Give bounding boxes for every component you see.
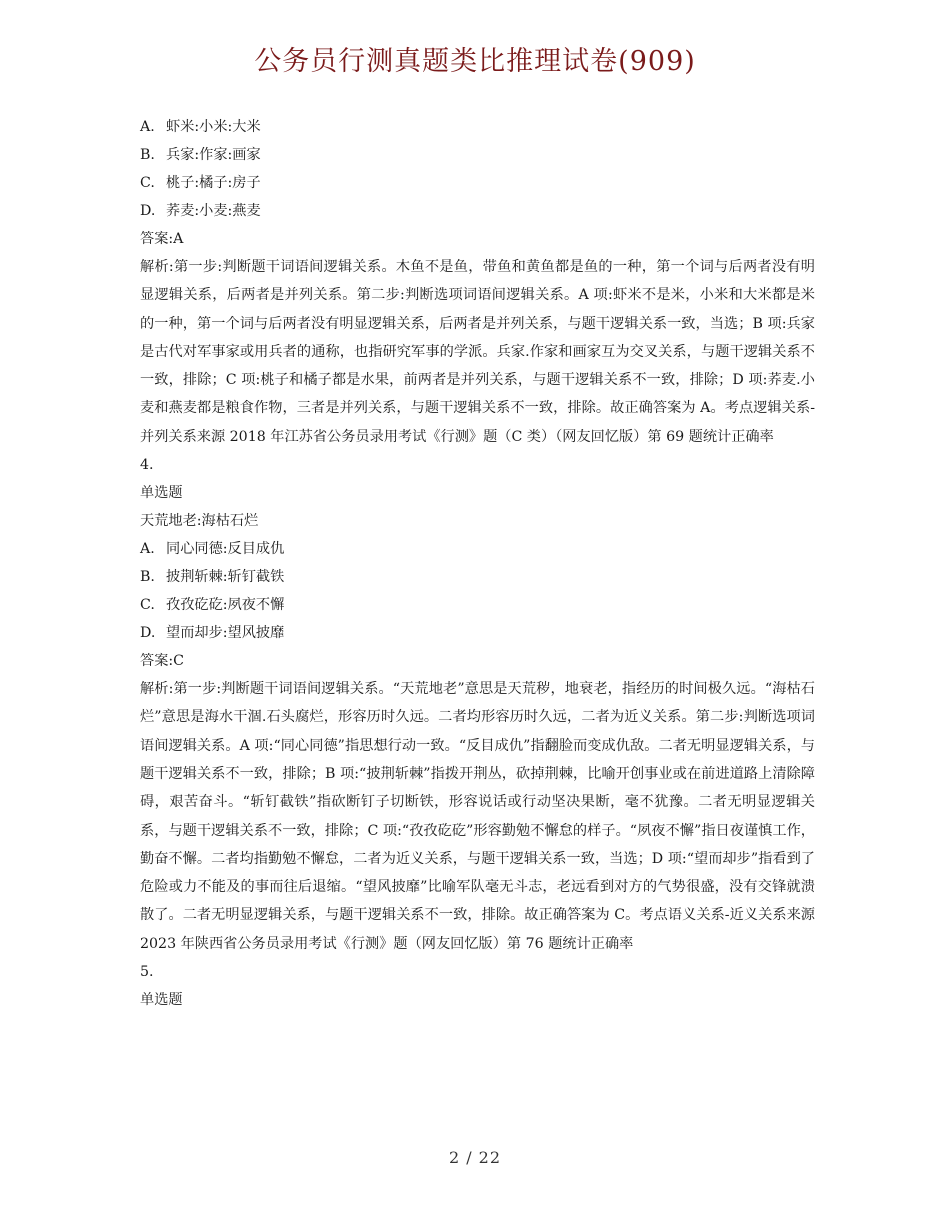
q5-number: 5. <box>140 964 154 981</box>
option-text: 兵家:作家:画家 <box>166 147 261 163</box>
option-letter: C. <box>140 175 155 191</box>
option-text: 桃子:橘子:房子 <box>166 175 261 191</box>
q3-option-d <box>140 197 815 225</box>
page-number: 2 / 22 <box>448 1148 502 1167</box>
option-text: 虾米:小米:大米 <box>166 119 261 135</box>
q3-option-a <box>140 113 815 141</box>
q4-stem: 天荒地老:海枯石烂 <box>140 513 259 530</box>
option-text: 披荆斩棘:斩钉截铁 <box>166 569 285 586</box>
option-letter: B. <box>140 147 155 163</box>
option-letter: B. <box>140 569 155 586</box>
q4-option-b <box>140 563 815 591</box>
option-text: 望而却步:望风披靡 <box>166 625 285 642</box>
option-letter: D. <box>140 625 156 642</box>
q4-analysis: 解析:第一步:判断题干词语间逻辑关系。“天荒地老”意思是天荒秽，地衰老，指经历的时间极久远。“海枯石烂”意思是海水干涸.石头腐烂，形容历时久远。二者均形容历时久远，二者为近义关系。第二步:判断选项词语间逻辑关系。A 项:“同心同德”指思想行动一致。“反目成仇”指翻脸而变成仇敌。二者无明显逻辑关系，与题干逻辑关系不一致，排除；B 项:“披荆斩棘”指拨开荆丛，砍掉荆棘，比喻开创事业或在前进道路上清除障碍，艰苦奋斗。“斩钉截铁”指砍断钉子切断铁，形容说话或行动坚决果断，毫不犹豫。二者无明显逻辑关系，与题干逻辑关系不一致，排除；C 项:“孜孜矻矻”形容勤勉不懈怠的样子。“夙夜不懈”指日夜谨慎工作，勤奋不懈。二者均指勤勉不懈怠，二者为近义关系，与题干逻辑关系一致，当选；D 项:“望而却步”指看到了危险或力不能及的事而往后退缩。“望风披靡”比喻军队毫无斗志，老远看到对方的气势很盛，没有交锋就溃散了。二者无明显逻辑关系，与题干逻辑关系不一致，排除。故正确答案为 C。考点语义关系-近义关系来源 2023 年陕西省公务员录用考试《行测》题（网友回忆版）第 76 题统计正确率 <box>140 681 815 952</box>
q5-type: 单选题 <box>140 992 183 1009</box>
option-text: 荞麦:小麦:燕麦 <box>166 203 261 219</box>
q4-answer: 答案:C <box>140 653 185 670</box>
option-letter: A. <box>140 541 155 558</box>
q3-answer: 答案:A <box>140 231 184 247</box>
option-text: 同心同德:反目成仇 <box>166 541 285 558</box>
option-letter: D. <box>140 203 156 219</box>
option-letter: C. <box>140 597 155 614</box>
q4-number: 4. <box>140 457 154 474</box>
q4-option-c <box>140 591 815 619</box>
q3-analysis: 解析:第一步:判断题干词语间逻辑关系。木鱼不是鱼，带鱼和黄鱼都是鱼的一种，第一个词与后两者没有明显逻辑关系，后两者是并列关系。第二步:判断选项词语间逻辑关系。A 项:虾米不是米，小米和大米都是米的一种，第一个词与后两者没有明显逻辑关系，后两者是并列关系，与题干逻辑关系一致，当选；B 项:兵家是古代对军事家或用兵者的通称，也指研究军事的学派。兵家.作家和画家互为交叉关系，与题干逻辑关系不一致，排除；C 项:桃子和橘子都是水果，前两者是并列关系，与题干逻辑关系不一致，排除；D 项:荞麦.小麦和燕麦都是粮食作物，三者是并列关系，与题干逻辑关系不一致，排除。故正确答案为 A。考点逻辑关系-并列关系来源 2018 年江苏省公务员录用考试《行测》题（C 类）（网友回忆版）第 69 题统计正确率 <box>140 259 815 445</box>
option-letter: A. <box>140 119 155 135</box>
q4-option-d <box>140 619 815 647</box>
q4-type: 单选题 <box>140 485 183 502</box>
document-title: 公务员行测真题类比推理试卷(909) <box>254 46 696 77</box>
q3-option-b <box>140 141 815 169</box>
option-text: 孜孜矻矻:夙夜不懈 <box>166 597 285 614</box>
q3-option-c <box>140 169 815 197</box>
q4-option-a <box>140 535 815 563</box>
document-body <box>140 113 815 1014</box>
